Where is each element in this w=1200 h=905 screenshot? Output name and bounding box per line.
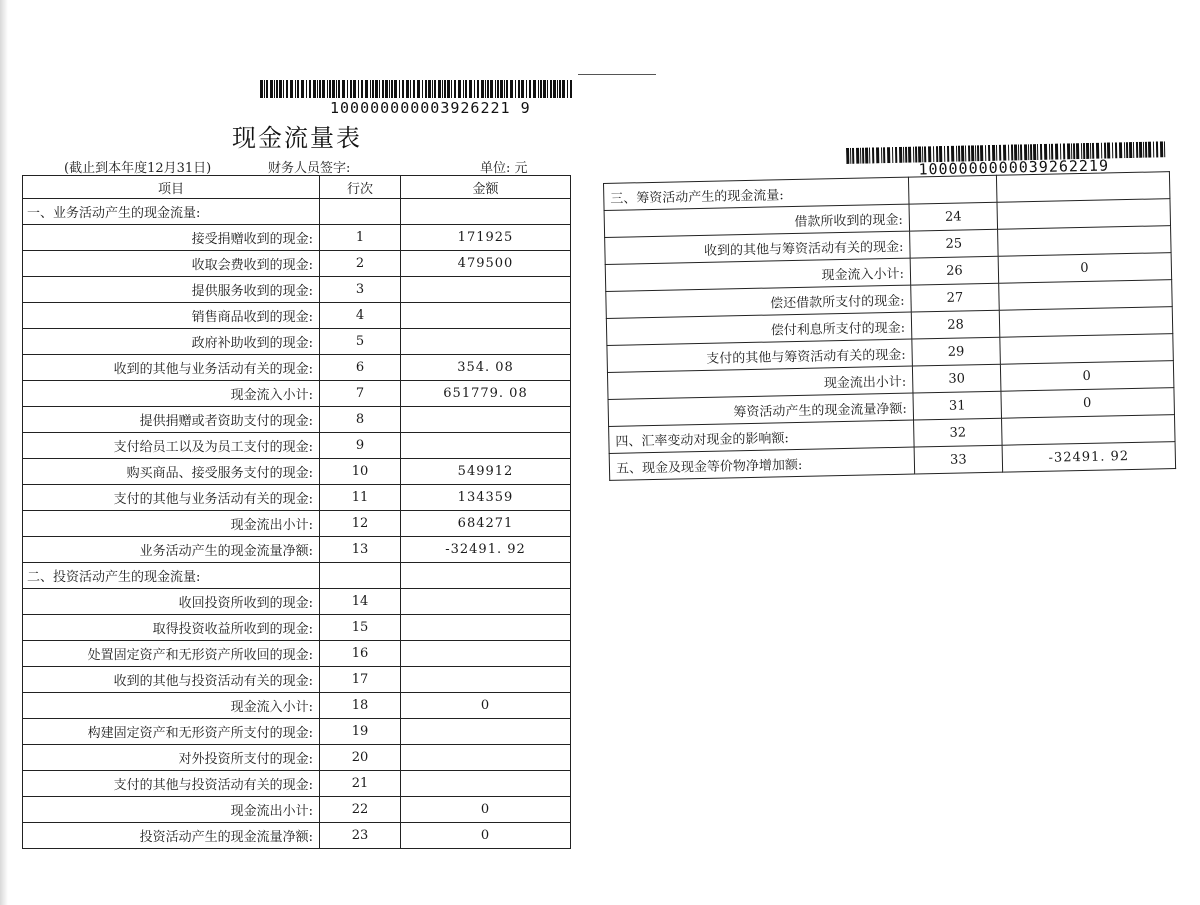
- row-amount: [999, 280, 1173, 311]
- barcode-bar: [365, 80, 368, 98]
- row-amount: [998, 226, 1172, 257]
- barcode-bar: [903, 147, 904, 163]
- row-item-label: 收到的其他与业务活动有关的现金:: [23, 355, 320, 381]
- row-amount: 0: [1000, 361, 1174, 392]
- barcode-bar: [413, 80, 415, 98]
- row-amount: 684271: [401, 511, 571, 537]
- barcode-bar: [908, 147, 911, 163]
- barcode-bar: [370, 80, 371, 98]
- barcode-bar: [327, 80, 328, 98]
- row-amount: [999, 307, 1173, 338]
- barcode-bar: [485, 80, 486, 98]
- row-number: 31: [913, 391, 1002, 420]
- barcode-bar: [567, 80, 568, 98]
- row-item-label: 偿付利息所支付的现金:: [606, 312, 911, 345]
- barcode-bar: [538, 80, 539, 98]
- barcode-bar: [276, 80, 278, 98]
- row-amount: -32491. 92: [1002, 442, 1176, 473]
- barcode-bar: [266, 80, 268, 98]
- row-number: 7: [320, 381, 401, 407]
- barcode-bar: [526, 80, 527, 98]
- table-row: [23, 823, 571, 849]
- barcode-bar: [905, 147, 907, 163]
- row-item-label: 投资活动产生的现金流量净额:: [23, 823, 320, 849]
- barcode-bar: [454, 80, 456, 98]
- table-row: [23, 771, 571, 797]
- row-number: 26: [910, 256, 999, 285]
- row-number: 22: [320, 797, 401, 823]
- barcode-bar: [309, 80, 311, 98]
- barcode-bar: [402, 80, 404, 98]
- barcode-bar: [279, 80, 282, 98]
- row-number: 15: [320, 615, 401, 641]
- row-item-label: 接受捐赠收到的现金:: [23, 225, 320, 251]
- barcode-bar: [313, 80, 316, 98]
- barcode-bar: [438, 80, 441, 98]
- barcode-bar: [899, 147, 902, 163]
- row-number: 11: [320, 485, 401, 511]
- row-item-label: 对外投资所支付的现金:: [23, 745, 320, 771]
- barcode-bar: [506, 80, 508, 98]
- row-amount: 354. 08: [401, 355, 571, 381]
- barcode-bar: [557, 80, 558, 98]
- barcode-bar: [543, 80, 546, 98]
- table-row: [23, 745, 571, 771]
- barcode-bar: [1115, 142, 1117, 158]
- row-item-label: 现金流出小计:: [23, 797, 320, 823]
- barcode-bar: [477, 80, 479, 98]
- report-date: (截止到本年度12月31日): [64, 161, 212, 176]
- row-number: 3: [320, 277, 401, 303]
- barcode-bar: [495, 80, 496, 98]
- barcode-bar: [286, 80, 288, 98]
- row-number: 30: [912, 364, 1001, 393]
- barcode-bar: [306, 80, 307, 98]
- row-number: 27: [911, 283, 1000, 312]
- row-number: 28: [911, 310, 1000, 339]
- row-item-label: 支付给员工以及为员工支付的现金:: [23, 433, 320, 459]
- row-item-label: 收回投资所收到的现金:: [23, 589, 320, 615]
- row-number: 9: [320, 433, 401, 459]
- barcode-bar: [915, 147, 917, 163]
- row-number: 6: [320, 355, 401, 381]
- table-row: [23, 667, 571, 693]
- barcode-bar: [361, 80, 363, 98]
- barcode-bar: [856, 148, 859, 164]
- barcode-bar: [391, 80, 393, 98]
- table-row: [23, 615, 571, 641]
- barcode-bar: [1136, 142, 1138, 158]
- row-amount: -32491. 92: [401, 537, 571, 563]
- barcode-bar: [852, 148, 854, 164]
- barcode-bar: [389, 80, 390, 98]
- barcode-bar: [379, 80, 380, 98]
- row-amount: [401, 615, 571, 641]
- barcode-number: 1000000000039262219: [918, 156, 1110, 179]
- row-amount: 171925: [401, 225, 571, 251]
- row-amount: 0: [401, 797, 571, 823]
- row-number: 19: [320, 719, 401, 745]
- barcode-bar: [850, 148, 851, 164]
- barcode-bar: [1119, 142, 1122, 158]
- barcode-bars: [260, 80, 572, 98]
- barcode-bar: [283, 80, 284, 98]
- row-item-label: 二、投资活动产生的现金流量:: [23, 563, 320, 589]
- barcode-bar: [444, 80, 446, 98]
- row-number: 5: [320, 329, 401, 355]
- cash-flow-table-left: [22, 175, 571, 849]
- barcode-bar: [1145, 142, 1147, 158]
- unit-label: 单位: 元: [480, 161, 528, 176]
- barcode-bar: [869, 147, 870, 163]
- barcode-bar: [881, 147, 882, 163]
- row-amount: 549912: [401, 459, 571, 485]
- barcode-bar: [533, 80, 536, 98]
- table-row: [23, 511, 571, 537]
- row-item-label: 收到的其他与筹资活动有关的现金:: [605, 231, 910, 264]
- barcode-bar: [1153, 142, 1154, 158]
- table-row: [23, 693, 571, 719]
- row-number: 33: [914, 445, 1003, 474]
- barcode-bar: [500, 80, 503, 98]
- barcode-bar: [297, 80, 299, 98]
- barcode-bar: [410, 80, 411, 98]
- table-row: [23, 199, 571, 225]
- barcode-bar: [451, 80, 452, 98]
- table-row: [23, 433, 571, 459]
- row-amount: 134359: [401, 485, 571, 511]
- row-item-label: 支付的其他与业务活动有关的现金:: [23, 485, 320, 511]
- table-row: [23, 329, 571, 355]
- barcode-bar: [1164, 141, 1165, 157]
- barcode-bar: [1124, 142, 1125, 158]
- row-amount: [401, 433, 571, 459]
- barcode-bar: [434, 80, 436, 98]
- table-row: [23, 797, 571, 823]
- row-amount: 0: [998, 253, 1172, 284]
- table-row: [23, 537, 571, 563]
- barcode-bar: [559, 80, 561, 98]
- barcode-bar: [338, 80, 340, 98]
- row-item-label: 收到的其他与投资活动有关的现金:: [23, 667, 320, 693]
- barcode-bar: [1112, 142, 1113, 158]
- barcode-bar: [529, 80, 531, 98]
- row-amount: [401, 745, 571, 771]
- barcode-bar: [570, 80, 572, 98]
- row-amount: [401, 199, 571, 225]
- barcode-bar: [322, 80, 325, 98]
- row-number: 10: [320, 459, 401, 485]
- row-amount: [997, 199, 1171, 230]
- barcode-bar: [487, 80, 489, 98]
- header-item: 项目: [23, 176, 320, 199]
- row-item-label: 三、筹资活动产生的现金流量:: [604, 177, 909, 210]
- row-item-label: 一、业务活动产生的现金流量:: [23, 199, 320, 225]
- row-number: 21: [320, 771, 401, 797]
- table-row: [23, 407, 571, 433]
- barcode-bar: [290, 80, 293, 98]
- row-amount: 0: [1001, 388, 1175, 419]
- barcode-bar: [347, 80, 348, 98]
- barcode-top-left: [260, 80, 572, 117]
- row-number: 17: [320, 667, 401, 693]
- barcode-bar: [1148, 142, 1151, 158]
- barcode-bar: [860, 148, 861, 164]
- row-number: 20: [320, 745, 401, 771]
- header-row-number: 行次: [320, 176, 401, 199]
- barcode-bar: [428, 80, 431, 98]
- row-amount: [401, 563, 571, 589]
- barcode-bar: [342, 80, 345, 98]
- row-amount: 479500: [401, 251, 571, 277]
- document-title: 现金流量表: [232, 124, 362, 152]
- table-row: [23, 251, 571, 277]
- barcode-bar: [481, 80, 484, 98]
- row-item-label: 现金流入小计:: [605, 258, 910, 291]
- row-number: 1: [320, 225, 401, 251]
- row-item-label: 筹资活动产生的现金流量净额:: [608, 393, 913, 426]
- barcode-bar: [406, 80, 409, 98]
- barcode-bar: [1139, 142, 1142, 158]
- barcode-bar: [270, 80, 273, 98]
- table-row: [23, 563, 571, 589]
- barcode-bar: [350, 80, 352, 98]
- signature-label: 财务人员签字:: [268, 161, 351, 176]
- row-number: 23: [320, 823, 401, 849]
- barcode-bar: [358, 80, 359, 98]
- barcode-bar: [332, 80, 335, 98]
- barcode-bar: [550, 80, 552, 98]
- barcode-bar: [510, 80, 513, 98]
- barcode-bar: [547, 80, 548, 98]
- barcode-bar: [1126, 142, 1128, 158]
- barcode-bar: [447, 80, 450, 98]
- row-item-label: 政府补助收到的现金:: [23, 329, 320, 355]
- row-item-label: 现金流入小计:: [23, 693, 320, 719]
- barcode-bar: [865, 148, 868, 164]
- table-row: [23, 225, 571, 251]
- barcode-bar: [432, 80, 433, 98]
- row-number: 18: [320, 693, 401, 719]
- barcode-bar: [372, 80, 374, 98]
- row-amount: [401, 329, 571, 355]
- row-item-label: 取得投资收益所收到的现金:: [23, 615, 320, 641]
- cash-flow-table-right: [603, 171, 1176, 481]
- barcode-bar: [399, 80, 400, 98]
- barcode-bar: [336, 80, 337, 98]
- row-item-label: 购买商品、接受服务支付的现金:: [23, 459, 320, 485]
- row-number: 8: [320, 407, 401, 433]
- page-edge-shadow: [0, 0, 8, 905]
- barcode-bar: [465, 80, 467, 98]
- row-item-label: 借款所收到的现金:: [604, 204, 909, 237]
- row-amount: [1000, 334, 1174, 365]
- barcode-bar: [353, 80, 356, 98]
- row-item-label: 四、汇率变动对现金的影响额:: [609, 420, 914, 453]
- barcode-bar: [382, 80, 384, 98]
- barcode-bar: [1143, 142, 1144, 158]
- barcode-bar: [474, 80, 475, 98]
- row-item-label: 五、现金及现金等价物净增加额:: [609, 447, 914, 480]
- barcode-bar: [319, 80, 321, 98]
- row-item-label: 收取会费收到的现金:: [23, 251, 320, 277]
- table-row: [23, 719, 571, 745]
- row-item-label: 现金流入小计:: [23, 381, 320, 407]
- barcode-bar: [1156, 141, 1158, 157]
- barcode-bar: [1160, 141, 1163, 157]
- row-number: 25: [910, 229, 999, 258]
- barcode-bar: [521, 80, 524, 98]
- barcode-bar: [260, 80, 263, 98]
- barcode-top-right: [846, 141, 1166, 179]
- row-amount: [401, 589, 571, 615]
- header-amount: 金额: [401, 176, 571, 199]
- row-number: 29: [912, 337, 1001, 366]
- barcode-bar: [385, 80, 388, 98]
- row-number: 32: [914, 418, 1003, 447]
- barcode-bar: [375, 80, 378, 98]
- row-amount: [401, 667, 571, 693]
- barcode-bar: [442, 80, 443, 98]
- row-amount: 0: [401, 693, 571, 719]
- barcode-bar: [892, 147, 893, 163]
- barcode-bar: [329, 80, 331, 98]
- row-number: [320, 563, 401, 589]
- row-amount: [996, 172, 1170, 203]
- barcode-bar: [1129, 142, 1132, 158]
- row-number: 16: [320, 641, 401, 667]
- row-item-label: 支付的其他与筹资活动有关的现金:: [607, 339, 912, 372]
- row-amount: [401, 303, 571, 329]
- table-row: [23, 355, 571, 381]
- row-item-label: 销售商品收到的现金:: [23, 303, 320, 329]
- table-row: [23, 589, 571, 615]
- table-row: [23, 485, 571, 511]
- barcode-bar: [317, 80, 318, 98]
- barcode-bar: [264, 80, 265, 98]
- row-number: 4: [320, 303, 401, 329]
- barcode-bar: [504, 80, 505, 98]
- barcode-bar: [876, 147, 879, 163]
- barcode-bar: [301, 80, 304, 98]
- row-number: 2: [320, 251, 401, 277]
- barcode-bar: [515, 80, 516, 98]
- row-item-label: 业务活动产生的现金流量净额:: [23, 537, 320, 563]
- row-item-label: 提供捐赠或者资助支付的现金:: [23, 407, 320, 433]
- barcode-bar: [887, 147, 890, 163]
- barcode-bar: [862, 148, 864, 164]
- barcode-bar: [562, 80, 565, 98]
- barcode-bar: [846, 148, 849, 164]
- barcode-bar: [394, 80, 397, 98]
- barcode-number: 100000000003926221 9: [330, 99, 531, 117]
- row-number: [320, 199, 401, 225]
- row-amount: [401, 407, 571, 433]
- row-number: [908, 175, 997, 204]
- barcode-bar: [422, 80, 423, 98]
- barcode-bar: [540, 80, 542, 98]
- row-item-label: 现金流出小计:: [607, 366, 912, 399]
- barcode-bar: [463, 80, 464, 98]
- table-row: [23, 303, 571, 329]
- barcode-bar: [417, 80, 420, 98]
- row-item-label: 提供服务收到的现金:: [23, 277, 320, 303]
- row-amount: [401, 771, 571, 797]
- row-number: 14: [320, 589, 401, 615]
- barcode-bar: [913, 147, 914, 163]
- row-item-label: 现金流出小计:: [23, 511, 320, 537]
- row-number: 12: [320, 511, 401, 537]
- barcode-bar: [458, 80, 461, 98]
- table-header-row: [23, 176, 571, 199]
- divider-line: [578, 74, 656, 75]
- table-row: [23, 459, 571, 485]
- table-row: [23, 277, 571, 303]
- row-amount: 651779. 08: [401, 381, 571, 407]
- barcode-bar: [469, 80, 472, 98]
- barcode-bar: [425, 80, 427, 98]
- row-amount: 0: [401, 823, 571, 849]
- row-number: 13: [320, 537, 401, 563]
- row-number: 24: [909, 202, 998, 231]
- row-amount: [401, 277, 571, 303]
- row-amount: [401, 641, 571, 667]
- barcode-bar: [295, 80, 296, 98]
- barcode-bar: [553, 80, 556, 98]
- row-item-label: 构建固定资产和无形资产所支付的现金:: [23, 719, 320, 745]
- barcode-bar: [497, 80, 499, 98]
- barcode-bar: [1133, 142, 1134, 158]
- row-item-label: 偿还借款所支付的现金:: [606, 285, 911, 318]
- barcode-bar: [872, 147, 874, 163]
- barcode-bar: [518, 80, 520, 98]
- row-item-label: 支付的其他与投资活动有关的现金:: [23, 771, 320, 797]
- barcode-bar: [490, 80, 493, 98]
- table-row: [23, 381, 571, 407]
- row-amount: [401, 719, 571, 745]
- row-amount: [1002, 415, 1176, 446]
- barcode-bar: [883, 147, 885, 163]
- table-row: [23, 641, 571, 667]
- row-item-label: 处置固定资产和无形资产所收回的现金:: [23, 641, 320, 667]
- barcode-bar: [274, 80, 275, 98]
- barcode-bar: [895, 147, 897, 163]
